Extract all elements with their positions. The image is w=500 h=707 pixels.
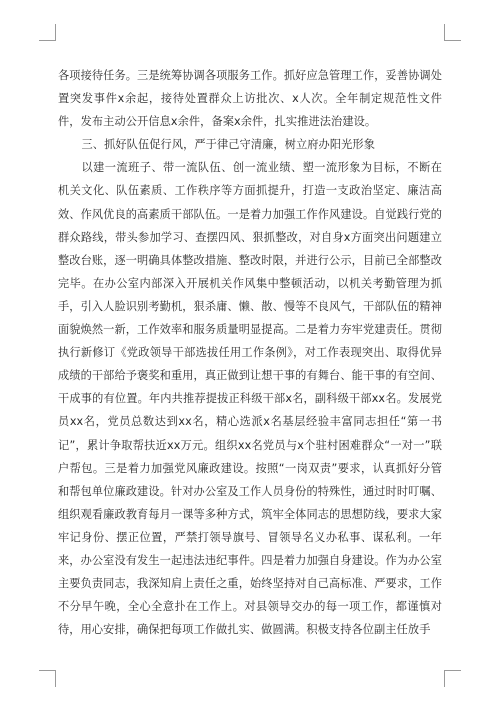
crop-mark-bottom-left — [39, 670, 56, 687]
document-page — [58, 64, 442, 641]
crop-mark-bottom-right — [444, 670, 461, 687]
paragraph-continuation: 各项接待任务。三是统筹协调各项服务工作。抓好应急管理工作，妥善协调处置突发事件x余起，接待处置群众上访批次、x人次。全年制定规范性文件件，发布主动公开信息x余件，备案x余件，扎实推进法治建设。 — [58, 69, 442, 129]
crop-mark-top-right — [444, 24, 461, 41]
section-heading: 三、抓好队伍促行风，严于律己守清廉，树立府办阳光形象 — [81, 138, 375, 152]
paragraph-body: 以建一流班子、带一流队伍、创一流业绩、塑一流形象为目标，不断在机关文化、队伍素质、工作秩序等方面抓提升，打造一支政治坚定、廉洁高效、作风优良的高素质干部队伍。一是着力加强工作作风建设。自觉践行党的群众路线，带头参加学习、查摆四风、狠抓整改，对自身x方面突出问题建立整改台账，逐一明确具体整改措施、整改时限，并进行公示，目前已全部整改完毕。在办公室内部深入开展机关作风集中整顿活动，以机关考勤管理为抓手，引入人脸识别考勤机，狠杀庸、懒、散、慢等不良风气，干部队伍的精神面貌焕然一新，工作效率和服务质量明显提高。二是着力夯牢党建责任。贯彻执行新修订《党政领导干部选拔任用工作条例》，对工作表现突出、取得优异成绩的干部给予褒奖和重用，真正做到让想干事的有舞台、能干事的有空间、干成事的有位置。年内共推荐提拔正科级干部x名，副科级干部xx名。发展党员xx名，党员总数达到xx名，精心选派x名基层经验丰富同志担任“第一书记”，累计争取帮扶近xx万元。组织xx名党员与x个驻村困难群众“一对一”联户帮包。三是着力加强党风廉政建设。按照“一岗双责”要求，认真抓好分管和帮包单位廉政建设。针对办公室及工作人员身份的特殊性，通过时时叮嘱、组织观看廉政教育每月一课等多种方式，筑牢全体同志的思想防线，要求大家牢记身份、摆正位置，严禁打领导旗号、冒领导名义办私事、谋私利。一年来，办公室没有发生一起违法违纪事件。四是着力加强自身建设。作为办公室主要负责同志，我深知肩上责任之重，始终坚持对自己高标准、严要求，工作不分早午晚，全心全意扑在工作上。对县领导交办的每一项工作，都谨慎对待，用心安排，确保把每项工作做扎实、做圆满。积极支持各位副主任放手 — [58, 161, 442, 637]
crop-mark-top-left — [39, 24, 56, 41]
